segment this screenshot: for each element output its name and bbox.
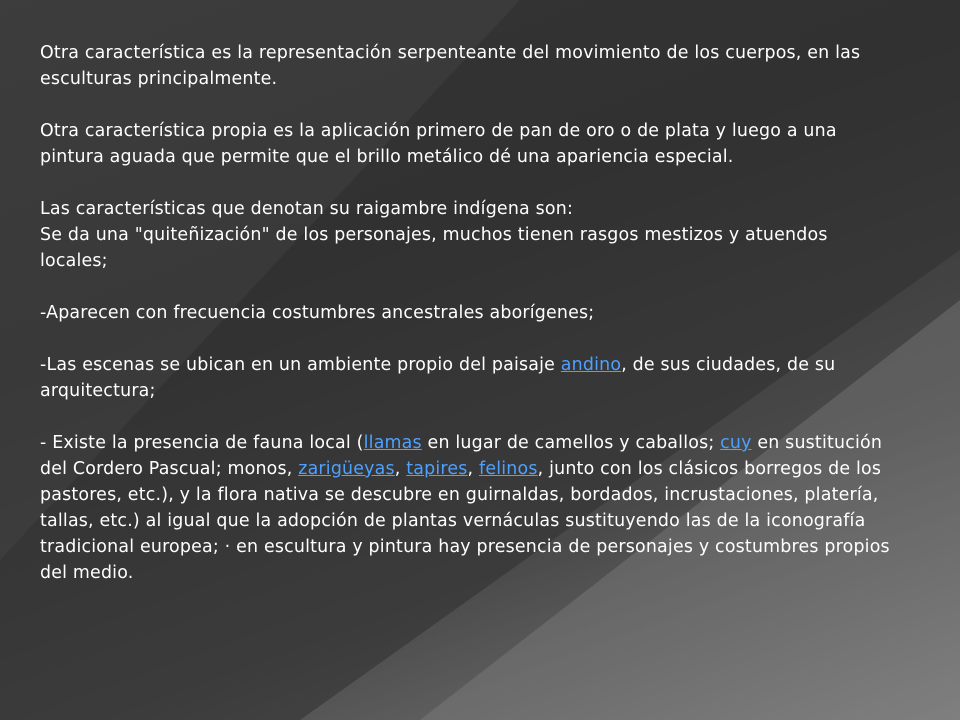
fauna-text-4: , — [394, 459, 407, 479]
paragraph-landscape — [40, 352, 900, 404]
link-cuy[interactable]: cuy — [720, 433, 752, 453]
landscape-text-before: -Las escenas se ubican en un ambiente propio del paisaje — [40, 355, 561, 375]
link-zarigueyas[interactable]: zarigüeyas — [298, 459, 395, 479]
fauna-text-5: , — [467, 459, 480, 479]
fauna-text-3: en sustitución del Cordero Pascual; monos, — [40, 433, 883, 479]
fauna-text-1: - Existe la presencia de fauna local ( — [40, 433, 364, 453]
paragraph-quitenizacion: Se da una "quiteñización" de los personajes, muchos tienen rasgos mestizos y atuendos locales; — [40, 225, 828, 271]
fauna-text-2: en lugar de camellos y caballos; — [421, 433, 721, 453]
link-llamas[interactable]: llamas — [363, 433, 422, 453]
link-andino[interactable]: andino — [560, 355, 622, 375]
paragraph-fauna — [40, 430, 900, 586]
paragraph-customs: -Aparecen con frecuencia costumbres ancestrales aborígenes; — [40, 303, 595, 323]
landscape-text-after: , de sus ciudades, de su arquitectura; — [40, 355, 836, 401]
paragraph-gold-leaf: Otra característica propia es la aplicación primero de pan de oro o de plata y luego a una pintura aguada que permite que el brillo metálico dé una apariencia especial. — [40, 121, 837, 167]
paragraph-indigenous-heading: Las características que denotan su raigambre indígena son: — [40, 199, 574, 219]
link-felinos[interactable]: felinos — [479, 459, 538, 479]
slide-text-body — [40, 40, 900, 586]
link-tapires[interactable]: tapires — [406, 459, 468, 479]
fauna-text-6: , junto con los clásicos borregos de los pastores, etc.), y la flora nativa se descubre en guirnaldas, bordados, incrustaciones, platería, tallas, etc.) al igual que la adopción de plantas vernáculas sustituyendo las de la iconografía tradicional europea; · en escultura y pintura hay presencia de personajes y costumbres propios del medio. — [40, 459, 890, 583]
paragraph-serpentine: Otra característica es la representación serpenteante del movimiento de los cuerpos, en las esculturas principalmente. — [40, 43, 861, 89]
